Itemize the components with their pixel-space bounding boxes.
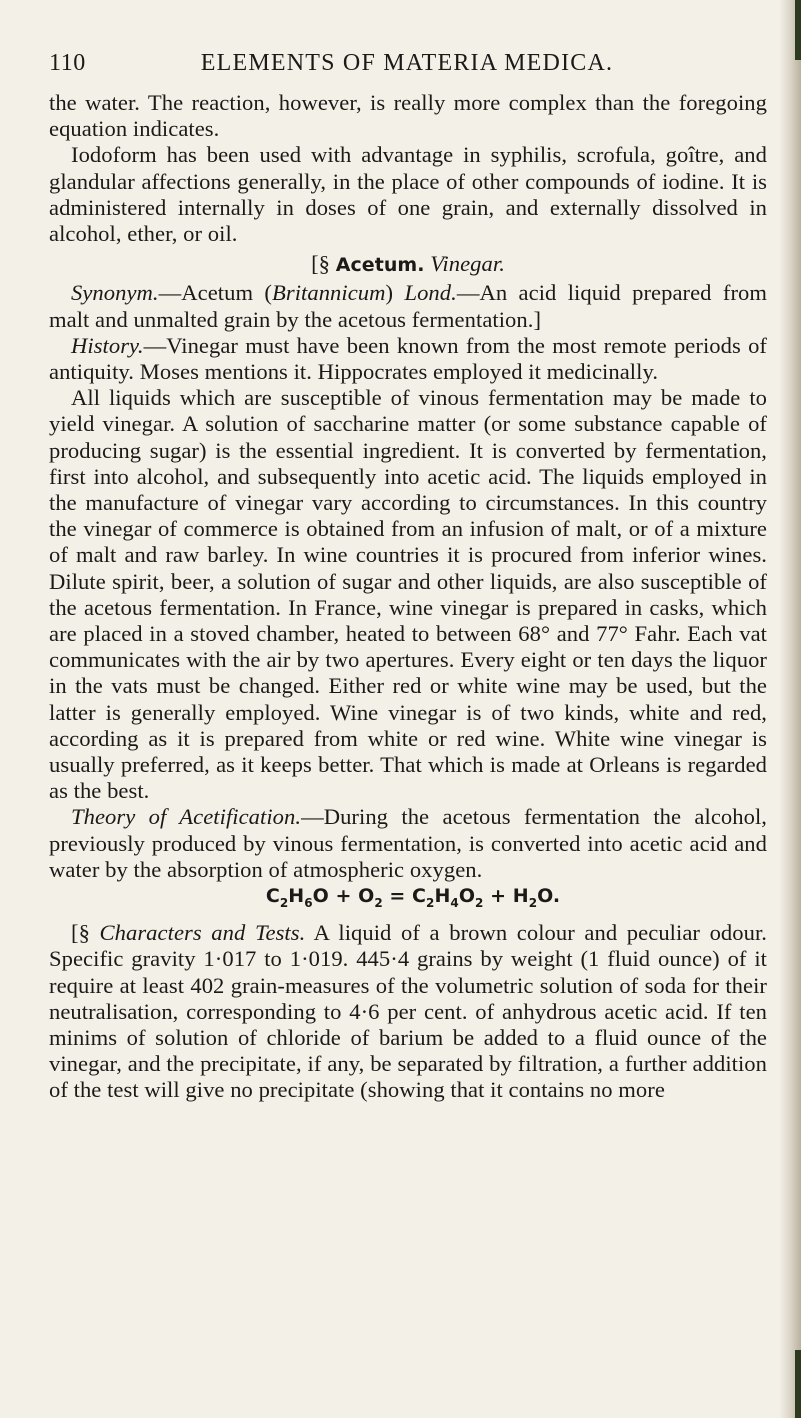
page-number: 110 [49,50,86,76]
formula-sub: 2 [528,895,538,910]
formula-part: O. [537,885,561,908]
theory-label: Theory of Acetification. [71,804,302,830]
formula-sub: 2 [374,895,383,910]
page-edge-shadow [779,0,801,1418]
synonym-label: Synonym. [71,280,159,306]
characters-text: A liquid of a brown colour and peculiar odour. Specific gravity 1·017 to 1·019. 445·4 grains by weight (1 fluid ounce) of it require at least 402 grain-measures of the volumetric solution of soda for their neutralisation, corresponding to 4·6 per cent. of anhydrous acetic acid. If ten minims of solution of chloride of barium be added to a fluid ounce of the vinegar, and the precipitate, if any, be separated by filtration, a further addition of the test will give no precipitate (showing that it contains no more [49,920,767,1103]
page-edge-mark [795,0,801,60]
formula-part: H [512,885,529,908]
formula-sub: 2 [279,895,289,910]
paragraph-synonym [49,280,767,332]
heading-english: Vinegar. [430,251,505,277]
history-label: History. [71,332,144,358]
formula-operator: = [382,885,413,908]
formula-operator: + [328,885,359,908]
formula-operator: + [483,885,513,908]
formula-part: O [458,885,476,908]
formula-part: C [265,885,280,908]
paragraph-characters [49,920,767,1103]
synonym-lond: Lond. [404,280,457,306]
formula-part: O [312,885,329,908]
formula-sub: 4 [450,895,459,910]
paragraph-water: the water. The reaction, however, is really more complex than the foregoing equation indicates. [49,90,767,142]
history-text: —Vinegar must have been known from the most remote periods of antiquity. Moses mentions it. Hippocrates employed it medicinally. [49,332,767,385]
formula-part: H [288,885,305,908]
formula-sub: 6 [304,895,313,910]
characters-bracket: [§ [71,920,100,946]
synonym-latin: Britannicum [272,280,386,306]
formula-part: O [358,885,375,908]
formula-part: H [434,885,451,908]
paragraph-liquids: All liquids which are susceptible of vinous fermentation may be made to yield vinegar. A solution of saccharine matter (or some substance capable of producing sugar) is the essential ingredient. It is converted by fermentation, first into alcohol, and subsequently into acetic acid. The liquids employed in the manufacture of vinegar vary according to circumstances. In this country the vinegar of commerce is obtained from an infusion of malt, or of a mixture of malt and raw barley. In wine countries it is procured from inferior wines. Dilute spirit, beer, a solution of sugar and other liquids, are also susceptible of the acetous fermentation. In France, wine vinegar is prepared in casks, which are placed in a stoved chamber, heated to between 68° and 77° Fahr. Each vat communicates with the air by two apertures. Every eight or ten days the liquor in the vats must be changed. Either red or white wine may be used, but the latter is generally employed. Wine vinegar is of two kinds, white and red, according as it is prepared from white or red wine. White wine vinegar is usually preferred, as it keeps better. That which is made at Orleans is regarded as the best. [49,385,767,804]
synonym-close: ) [385,280,405,306]
chemical-equation [49,883,767,916]
heading-bracket: [§ [311,251,336,277]
formula-sub: 2 [426,895,435,910]
book-page [49,50,767,1104]
paragraph-iodoform: Iodoform has been used with advantage in syphilis, scrofula, goître, and glandular affections generally, in the place of other compounds of iodine. It is administered internally in doses of one grain, and externally dissolved in alcohol, ether, or oil. [49,142,767,247]
formula-sub: 2 [475,895,484,910]
theory-text: —During the acetous fermentation the alcohol, previously produced by vinous fermentation, is converted into acetic acid and water by the absorption of atmospheric oxygen. [49,804,767,882]
characters-label: Characters and Tests. [99,920,306,946]
page-header [49,50,767,90]
running-title: ELEMENTS OF MATERIA MEDICA. [200,50,614,76]
section-heading-acetum [49,251,767,278]
formula-part: C [412,885,427,908]
paragraph-theory [49,804,767,883]
page-edge-mark [795,1350,801,1418]
synonym-dash: —Acetum ( [158,280,273,306]
synonym-text: —An acid liquid prepared from malt and unmalted grain by the acetous fermentation.] [49,280,767,332]
paragraph-history [49,333,767,385]
heading-name: Acetum. [335,254,425,277]
